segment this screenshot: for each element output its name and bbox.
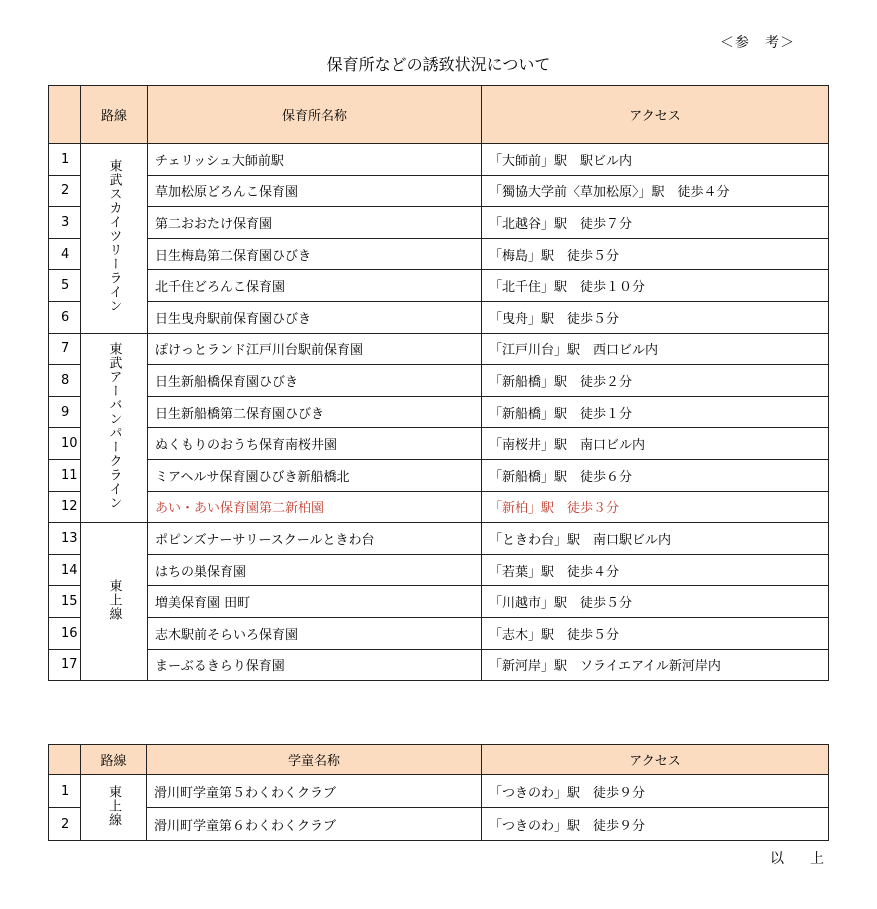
document-title: 保育所などの誘致状況について — [326, 55, 551, 74]
access-info: 「新船橋」駅 徒歩６分 — [482, 459, 829, 491]
table-row — [49, 301, 829, 333]
line-name: 東上線 — [106, 784, 121, 827]
table-row — [49, 617, 829, 649]
table-row — [49, 396, 829, 428]
facility-name: 志木駅前そらいろ保育園 — [148, 617, 482, 649]
access-info: 「新柏」駅 徒歩３分 — [482, 491, 829, 523]
facility-name: ミアヘルサ保育園ひびき新船橋北 — [148, 459, 482, 491]
header-access: アクセス — [482, 86, 829, 144]
table-row — [49, 365, 829, 397]
row-number: 1 — [49, 775, 81, 808]
row-number: 2 — [49, 808, 81, 841]
access-info: 「新船橋」駅 徒歩２分 — [482, 365, 829, 397]
line-group-cell — [81, 775, 147, 841]
row-number: 10 — [49, 428, 81, 460]
facility-name: 増美保育園 田町 — [148, 586, 482, 618]
access-info: 「志木」駅 徒歩５分 — [482, 617, 829, 649]
facility-name: 日生新船橋第二保育園ひびき — [148, 396, 482, 428]
row-number: 1 — [49, 144, 81, 176]
afterschool-table — [48, 744, 829, 841]
row-number: 5 — [49, 270, 81, 302]
row-number: 9 — [49, 396, 81, 428]
row-number: 11 — [49, 459, 81, 491]
row-number: 6 — [49, 301, 81, 333]
access-info: 「南桜井」駅 南口ビル内 — [482, 428, 829, 460]
access-info: 「新河岸」駅 ソライエアイル新河岸内 — [482, 649, 829, 681]
header-access: アクセス — [482, 745, 829, 775]
facility-name: はちの巣保育園 — [148, 554, 482, 586]
row-number: 7 — [49, 333, 81, 365]
row-number: 13 — [49, 523, 81, 555]
table-header-row — [49, 86, 829, 144]
table-header-row — [49, 745, 829, 775]
facility-name: 日生新船橋保育園ひびき — [148, 365, 482, 397]
table-row — [49, 523, 829, 555]
row-number: 12 — [49, 491, 81, 523]
table-row — [49, 775, 829, 808]
table-row — [49, 207, 829, 239]
row-number: 3 — [49, 207, 81, 239]
access-info: 「ときわ台」駅 南口駅ビル内 — [482, 523, 829, 555]
row-number: 16 — [49, 617, 81, 649]
access-info: 「獨協大学前〈草加松原〉」駅 徒歩４分 — [482, 175, 829, 207]
facility-name: まーぶるきらり保育園 — [148, 649, 482, 681]
table-row — [49, 586, 829, 618]
line-group-cell — [81, 523, 148, 681]
line-name: 東武スカイツリーライン — [106, 159, 122, 314]
row-number: 17 — [49, 649, 81, 681]
header-line: 路線 — [81, 86, 148, 144]
row-number: 2 — [49, 175, 81, 207]
afterschool-name: 滑川町学童第６わくわくクラブ — [147, 808, 482, 841]
facility-name: ぬくもりのおうち保育南桜井園 — [148, 428, 482, 460]
access-info: 「つきのわ」駅 徒歩９分 — [482, 808, 829, 841]
table-row — [49, 238, 829, 270]
afterschool-name: 滑川町学童第５わくわくクラブ — [147, 775, 482, 808]
access-info: 「若葉」駅 徒歩４分 — [482, 554, 829, 586]
header-line: 路線 — [81, 745, 147, 775]
facility-name: 日生曳舟駅前保育園ひびき — [148, 301, 482, 333]
facility-name: ポピンズナーサリースクールときわ台 — [148, 523, 482, 555]
facility-name: チェリッシュ大師前駅 — [148, 144, 482, 176]
closing-mark: 以 上 — [770, 851, 830, 867]
table-row — [49, 333, 829, 365]
line-name: 東上線 — [106, 578, 122, 621]
row-number: 4 — [49, 238, 81, 270]
row-number: 8 — [49, 365, 81, 397]
access-info: 「梅島」駅 徒歩５分 — [482, 238, 829, 270]
header-number — [49, 86, 81, 144]
line-name: 東武アーバンパークライン — [106, 341, 122, 510]
facility-name: 第二おおたけ保育園 — [148, 207, 482, 239]
header-number — [49, 745, 81, 775]
table-row-highlighted — [49, 491, 829, 523]
access-info: 「つきのわ」駅 徒歩９分 — [482, 775, 829, 808]
table-row — [49, 649, 829, 681]
line-group-cell — [81, 144, 148, 334]
access-info: 「江戸川台」駅 西口ビル内 — [482, 333, 829, 365]
table-row — [49, 175, 829, 207]
row-number: 14 — [49, 554, 81, 586]
table-row — [49, 144, 829, 176]
reference-note: ＜参 考＞ — [720, 35, 795, 51]
line-group-cell — [81, 333, 148, 523]
facility-name: 草加松原どろんこ保育園 — [148, 175, 482, 207]
table-row — [49, 459, 829, 491]
nursery-table — [48, 85, 829, 681]
header-facility-name: 保育所名称 — [148, 86, 482, 144]
table-row — [49, 270, 829, 302]
table-row — [49, 554, 829, 586]
row-number: 15 — [49, 586, 81, 618]
table-row — [49, 808, 829, 841]
facility-name: 北千住どろんこ保育園 — [148, 270, 482, 302]
access-info: 「曳舟」駅 徒歩５分 — [482, 301, 829, 333]
facility-name: ぽけっとランド江戸川台駅前保育園 — [148, 333, 482, 365]
facility-name: 日生梅島第二保育園ひびき — [148, 238, 482, 270]
access-info: 「北越谷」駅 徒歩７分 — [482, 207, 829, 239]
access-info: 「大師前」駅 駅ビル内 — [482, 144, 829, 176]
header-afterschool-name: 学童名称 — [147, 745, 482, 775]
table-row — [49, 428, 829, 460]
access-info: 「川越市」駅 徒歩５分 — [482, 586, 829, 618]
access-info: 「北千住」駅 徒歩１０分 — [482, 270, 829, 302]
access-info: 「新船橋」駅 徒歩１分 — [482, 396, 829, 428]
facility-name: あい・あい保育園第二新柏園 — [148, 491, 482, 523]
